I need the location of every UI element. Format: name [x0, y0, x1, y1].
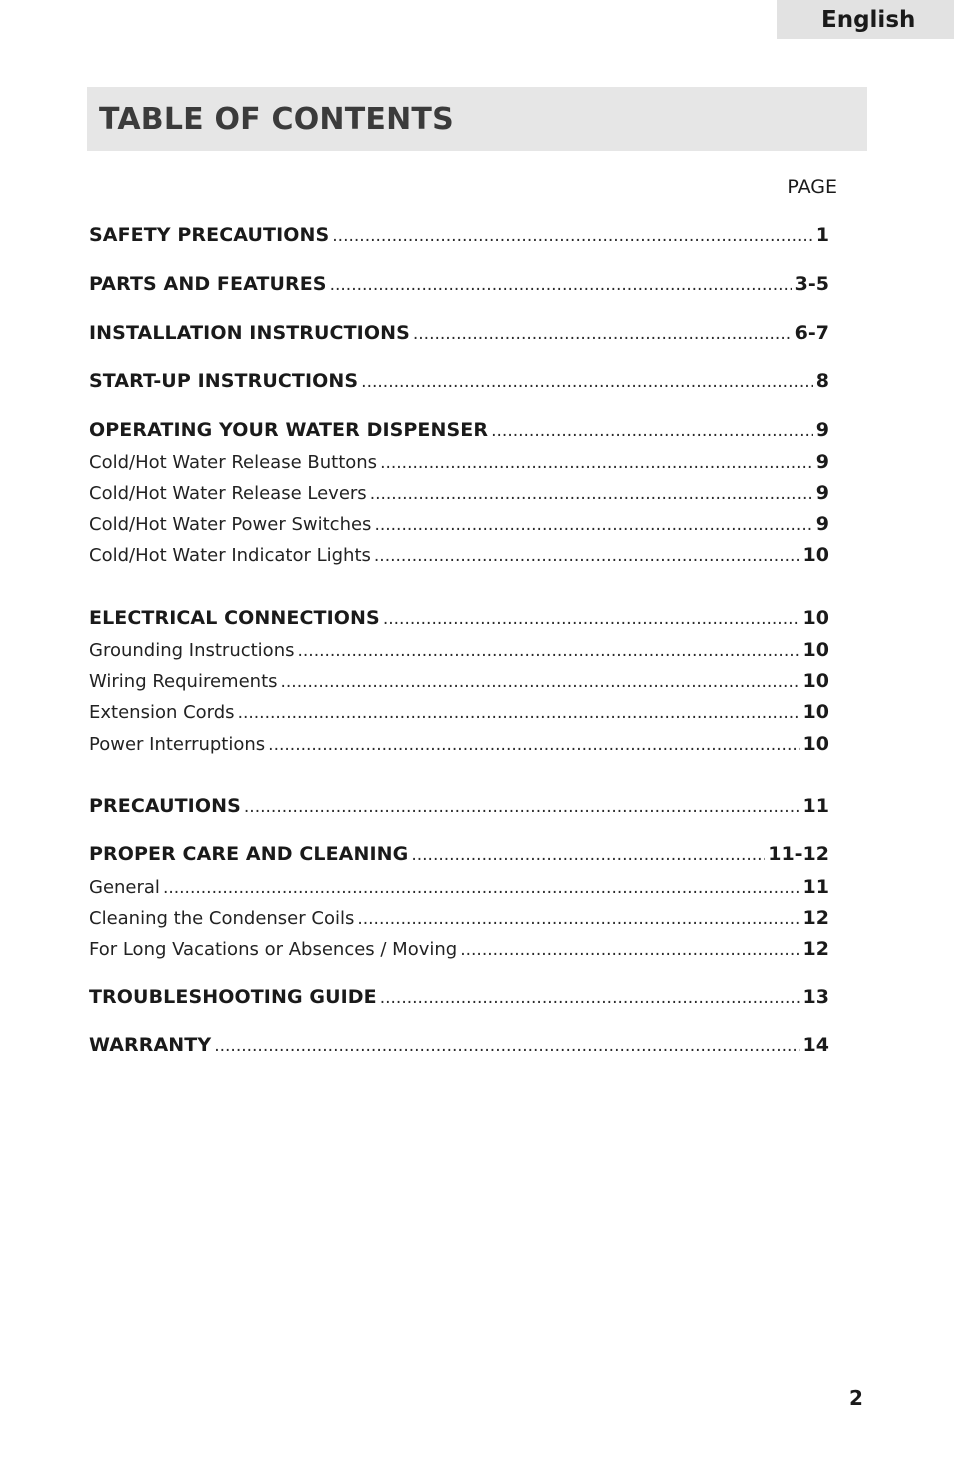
- dot-leader: [281, 672, 800, 692]
- toc-entry-warranty[interactable]: [89, 1034, 829, 1056]
- page-number: 2: [849, 1386, 863, 1410]
- page-title: TABLE OF CONTENTS: [99, 102, 454, 137]
- title-banner: [87, 87, 867, 151]
- dot-leader: [374, 515, 812, 535]
- toc-entry-label: ELECTRICAL CONNECTIONS: [89, 607, 380, 629]
- toc-entry-page: 12: [802, 938, 829, 960]
- dot-leader: [332, 226, 812, 246]
- dot-leader: [374, 546, 800, 566]
- toc-entry-page: 11-12: [768, 843, 829, 865]
- toc-entry-power-switches[interactable]: [89, 513, 829, 535]
- dot-leader: [383, 609, 800, 629]
- toc-entry-label: OPERATING YOUR WATER DISPENSER: [89, 419, 489, 441]
- dot-leader: [297, 641, 799, 661]
- toc-entry-page: 10: [802, 701, 829, 723]
- toc-entry-label: START-UP INSTRUCTIONS: [89, 370, 359, 392]
- toc-entry-wiring-requirements[interactable]: [89, 670, 829, 692]
- toc-entry-installation-instructions[interactable]: [89, 322, 829, 344]
- toc-entry-label: PARTS AND FEATURES: [89, 273, 327, 295]
- toc-entry-label: Cold/Hot Water Release Levers: [89, 483, 367, 504]
- dot-leader: [163, 878, 800, 898]
- toc-entry-label: For Long Vacations or Absences / Moving: [89, 939, 458, 960]
- toc-entry-label: Cleaning the Condenser Coils: [89, 908, 355, 929]
- toc-entry-safety-precautions[interactable]: [89, 224, 829, 246]
- toc-entry-page: 14: [802, 1034, 829, 1056]
- toc-entry-page: 9: [815, 513, 829, 535]
- toc-entry-label: Cold/Hot Water Indicator Lights: [89, 545, 371, 566]
- dot-leader: [460, 940, 799, 960]
- toc-entry-condenser-coils[interactable]: [89, 907, 829, 929]
- toc-entry-indicator-lights[interactable]: [89, 544, 829, 566]
- toc-entry-label: Cold/Hot Water Power Switches: [89, 514, 372, 535]
- toc-entry-page: 6-7: [794, 322, 829, 344]
- toc-entry-page: 10: [802, 544, 829, 566]
- toc-entry-general[interactable]: [89, 876, 829, 898]
- dot-leader: [380, 453, 813, 473]
- language-label: English: [821, 7, 916, 33]
- toc-entry-troubleshooting-guide[interactable]: [89, 986, 829, 1008]
- toc-entry-page: 11: [802, 795, 829, 817]
- dot-leader: [214, 1036, 799, 1056]
- toc-entry-page: 10: [802, 607, 829, 629]
- toc-entry-release-buttons[interactable]: [89, 451, 829, 473]
- dot-leader: [413, 324, 792, 344]
- toc-entry-release-levers[interactable]: [89, 482, 829, 504]
- toc-entry-label: PRECAUTIONS: [89, 795, 241, 817]
- language-tab: [777, 0, 954, 39]
- dot-leader: [380, 988, 800, 1008]
- toc-entry-label: TROUBLESHOOTING GUIDE: [89, 986, 377, 1008]
- toc-entry-label: Grounding Instructions: [89, 640, 295, 661]
- toc-entry-label: Power Interruptions: [89, 734, 266, 755]
- dot-leader: [370, 484, 813, 504]
- toc-entry-power-interruptions[interactable]: [89, 733, 829, 755]
- toc-entry-label: General: [89, 877, 160, 898]
- toc-entry-operating-water-dispenser[interactable]: [89, 419, 829, 441]
- toc-entry-page: 1: [815, 224, 829, 246]
- toc-entry-page: 11: [802, 876, 829, 898]
- toc-entry-label: SAFETY PRECAUTIONS: [89, 224, 330, 246]
- toc-entry-precautions[interactable]: [89, 795, 829, 817]
- toc-entry-page: 10: [802, 733, 829, 755]
- toc-entry-page: 3-5: [794, 273, 829, 295]
- toc-entry-page: 13: [802, 986, 829, 1008]
- dot-leader: [491, 421, 813, 441]
- toc-entry-page: 9: [815, 482, 829, 504]
- dot-leader: [330, 275, 792, 295]
- toc-entry-electrical-connections[interactable]: [89, 607, 829, 629]
- toc-entry-parts-and-features[interactable]: [89, 273, 829, 295]
- toc-entry-page: 10: [802, 670, 829, 692]
- toc-entry-long-vacations[interactable]: [89, 938, 829, 960]
- dot-leader: [244, 797, 800, 817]
- toc-entry-label: INSTALLATION INSTRUCTIONS: [89, 322, 410, 344]
- toc-entry-label: Extension Cords: [89, 702, 235, 723]
- toc-entry-page: 8: [815, 370, 829, 392]
- toc-entry-label: PROPER CARE AND CLEANING: [89, 843, 409, 865]
- toc-entry-start-up-instructions[interactable]: [89, 370, 829, 392]
- toc-entry-grounding-instructions[interactable]: [89, 639, 829, 661]
- dot-leader: [411, 845, 765, 865]
- toc-entry-label: Cold/Hot Water Release Buttons: [89, 452, 378, 473]
- toc-entry-page: 12: [802, 907, 829, 929]
- toc-entry-label: Wiring Requirements: [89, 671, 278, 692]
- dot-leader: [238, 703, 800, 723]
- dot-leader: [357, 909, 799, 929]
- toc-entry-page: 9: [815, 419, 829, 441]
- toc-entry-proper-care-and-cleaning[interactable]: [89, 843, 829, 865]
- toc-entry-extension-cords[interactable]: [89, 701, 829, 723]
- dot-leader: [268, 735, 799, 755]
- toc-entry-page: 9: [815, 451, 829, 473]
- toc-entry-page: 10: [802, 639, 829, 661]
- dot-leader: [361, 372, 813, 392]
- toc-entry-label: WARRANTY: [89, 1034, 212, 1056]
- page-column-header: PAGE: [787, 176, 837, 198]
